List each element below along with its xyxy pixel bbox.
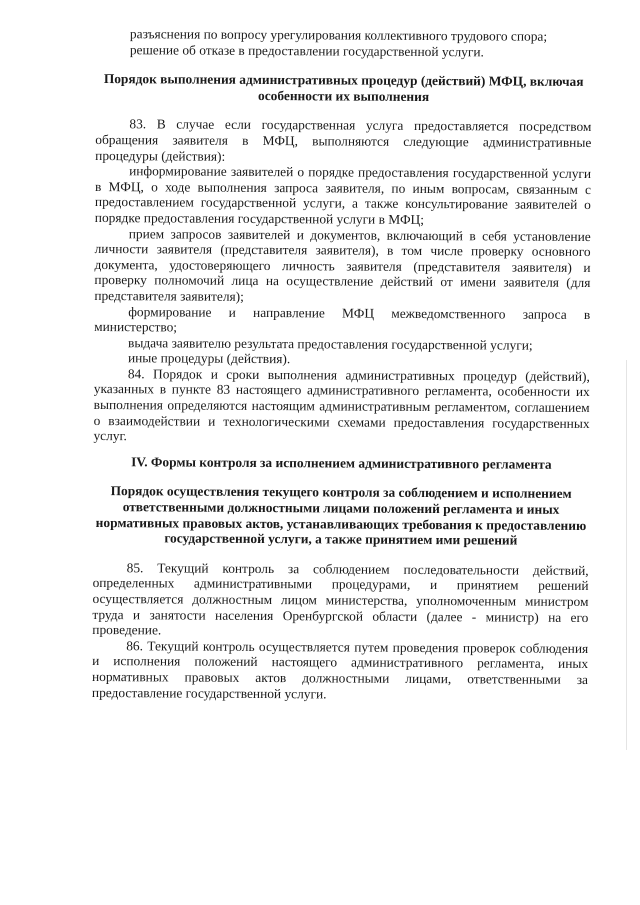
document-text	[92, 26, 592, 703]
scan-edge-line	[626, 360, 627, 750]
paragraph: 86. Текущий контроль осуществляется путем проведения проверок соблюдения и исполнения положений настоящего административного регламента, иных нормативных правовых актов должностными лицами, ответственными за предоставление государственной услуги.	[91, 637, 589, 701]
paragraph: 84. Порядок и сроки выполнения административных процедур (действий), указанных в пункте 83 настоящего административного регламента, особенности их выполнения определяются настоящим административным регламентом, соглашением о взаимодействии и технологическими схемами предоставления государственных услуг.	[93, 366, 590, 444]
paragraph: прием запросов заявителей и документов, включающий в себя установление личности заявителя (представителя заявителя), в том числе проверку основного документа, удостоверяющего личность заявителя (представителя заявителя) и проверку полномочий лица на осуществление действий от имени заявителя (для представителя заявителя);	[94, 225, 591, 304]
paragraph: формирование и направление МФЦ межведомственного запроса в министерство;	[94, 303, 591, 335]
section-heading: Порядок осуществления текущего контроля за соблюдением и исполнением ответственными должностными лицами положений регламента и иных нормативных правовых актов, устанавливающих требования к предоставлению государственной услуги, а также принятием ими решений	[95, 483, 587, 548]
section-heading: IV. Формы контроля за исполнением административного регламента	[131, 454, 552, 472]
paragraph: 83. В случае если государственная услуга предоставляется посредством обращения заявителя в МФЦ, выполняются следующие административные процедуры (действия):	[95, 116, 592, 164]
paragraph: разъяснения по вопросу урегулирования коллективного трудового спора;	[129, 26, 548, 44]
paragraph: иные процедуры (действия).	[127, 350, 291, 367]
paragraph: 85. Текущий контроль за соблюдением последовательности действий, определенных административными процедурами, и принятием решений осуществляется должностным лицом министерства, уполномоченным министром труда и занятости населения Оренбургской области (далее - министр) на его проведение.	[92, 560, 589, 638]
paragraph: решение об отказе в предоставлении государственной услуги.	[129, 41, 484, 59]
paragraph: информирование заявителей о порядке предоставления государственной услуги в МФЦ, о ходе выполнения запроса заявителя, по иным вопросам, связанным с предоставлением государственной услуги, а также консультирование заявителей о порядке предоставления государственной услуги в МФЦ;	[94, 163, 592, 227]
section-heading: Порядок выполнения административных процедур (действий) МФЦ, включая особенности их выполнения	[103, 71, 584, 104]
paragraph: выдача заявителю результата предоставления государственной услуги;	[128, 334, 533, 353]
